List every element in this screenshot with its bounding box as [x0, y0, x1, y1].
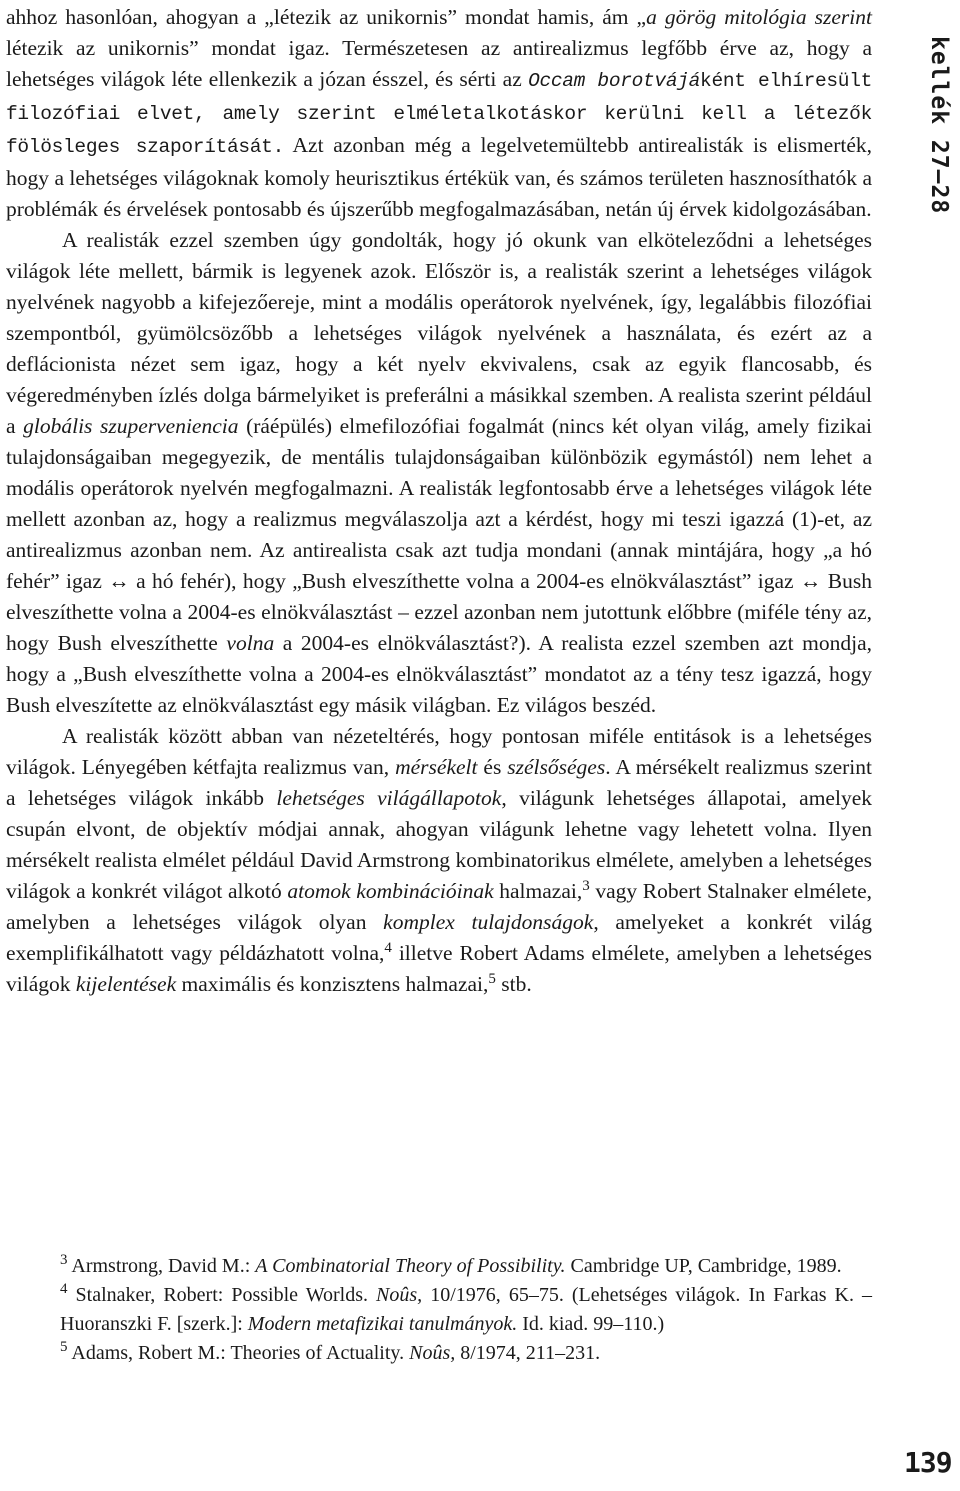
text-run: Id. kiad. 99–110.) [517, 1313, 665, 1335]
text-run: létezik az unikornis” mondat igaz. Természetesen az antirealizmus legfőbb érve az, hogy a lehetséges világok léte ellenkezik a józan ésszel, és sérti az [6, 36, 872, 91]
text-run: stb. [495, 972, 532, 996]
text-run: 10/1976, 65–75. (Lehetséges világok. In Farkas K. – Huoranszki F. [szerk.]: [60, 1284, 873, 1335]
text-run: A realisták között abban van nézeteltérés, hogy pontosan miféle entitások is a lehetséges világok. Lényegében kétfajta realizmus van, [6, 724, 872, 779]
text-run: a 2004-es elnökválasztást?). A realista ezzel szemben azt mondja, hogy a „Bush elveszíthette volna a 2004-es elnökválasztást” mondatot az a tény tesz igazzá, hogy Bush elveszítette az elnökválasztást egy másik világban. Ez világos beszéd. [6, 631, 873, 717]
footnote [60, 1252, 872, 1281]
footnote-ref: 5 [488, 970, 496, 987]
footnote-number: 5 [60, 1338, 68, 1355]
text-run: Stalnaker, Robert: Possible Worlds. [67, 1284, 377, 1306]
text-run: . A mérsékelt realizmus szerint a lehetséges világok inkább [6, 755, 872, 810]
footnote-number: 3 [60, 1251, 68, 1268]
text-run: és [477, 755, 508, 779]
body-text [6, 2, 872, 1000]
page-number: 139 [904, 1446, 952, 1479]
footnote [60, 1281, 872, 1339]
text-run: vagy Robert Stalnaker elmélete, amelyben a lehetséges világok olyan [6, 879, 872, 934]
italic-text: Noûs, [409, 1342, 456, 1364]
italic-text: atomok kombinációinak [287, 879, 494, 903]
footnote [60, 1339, 872, 1368]
italic-text: szélsőséges [507, 755, 606, 779]
text-run: ahhoz hasonlóan, ahogyan a „létezik az unikornis” mondat hamis, ám „ [6, 5, 647, 29]
text-run: (ráépülés) elmefilozófiai fogalmát (nincs két olyan világ, amely fizikai tulajdonságaiban megegyezik, de mentális tulajdonságaiban különbözik egymástól) nem lehet a modális operátorok nyelvén megfogalmazni. A realisták legfontosabb érve a lehetséges világok léte mellett azonban az, hogy a realizmus megválaszolja azt a kérdést, hogy mi teszi igazzá (1)-et, az antirealizmus azonban nem. Az antirealista csak azt tudja mondani (annak mintájára, hogy „a hó fehér” igaz ↔ a hó fehér), hogy „Bush elveszíthette volna a 2004-es elnökválasztást” igaz ↔ Bush elveszíthette volna a 2004-es elnökválasztást – ezzel azonban nem jutottunk előbbre (miféle tény az, hogy Bush elveszíthette [6, 414, 872, 655]
italic-text: lehetséges világállapotok [276, 786, 502, 810]
text-run: A realisták ezzel szemben úgy gondolták, hogy jó okunk van elköteleződni a lehetséges világok léte mellett, bármik is legyenek azok. Először is, a realisták szerint a lehetséges világok nyelvének nagyobb a kifejezőereje, mint a modális operátorok nyelvének, így, legalábbis filozófiai szempontból, gyümölcsözőbb a lehetséges világok nyelvének a használata, és ezért az a deflácionista nézet sem igaz, hogy a két nyelv ekvivalens, csak az egyik flancosabb, és végeredményben ízlés dolga bármelyiket is preferálni a másikkal szemben. A realista szerint például a [6, 228, 872, 438]
text-run: ként elhíresült filozófiai elvet, amely szerint elméletalkotáskor kerülni kell a létezők fölösleges szaporítását. [6, 70, 873, 158]
paragraph [6, 2, 872, 225]
text-run: Cambridge UP, Cambridge, 1989. [565, 1255, 842, 1277]
italic-text: kijelentések [75, 972, 177, 996]
italic-text: Noûs, [376, 1284, 423, 1306]
text-run: , világunk lehetséges állapotai, amelyek csupán elvont, de objektív módjai annak, ahogyan világunk lehetne vagy lehetett volna. Ilyen mérsékelt realista elmélet például David Armstrong kombinatorikus elmélete, amelyben a lehetséges világok a konkrét világot alkotó [6, 786, 872, 903]
italic-text: A Combinatorial Theory of Possibility. [255, 1255, 566, 1277]
text-run: Adams, Robert M.: Theories of Actuality. [67, 1342, 410, 1364]
italic-text: Modern metafizikai tanulmányok. [247, 1313, 518, 1335]
text-run: 8/1974, 211–231. [455, 1342, 601, 1364]
italic-text: globális szupervenienciа [23, 414, 239, 438]
text-run: maximális és konzisztens halmazai, [176, 972, 489, 996]
italic-text: a görög mitológia szerint [646, 5, 872, 29]
text-run: Armstrong, David M.: [67, 1255, 256, 1277]
text-run: illetve Robert Adams elmélete, amelyben a lehetséges világok [6, 941, 872, 996]
text-run: , amelyeket a konkrét világ exemplifikálhatott vagy példázhatott volna, [6, 910, 872, 965]
italic-text: Occam borotvájá [528, 70, 701, 92]
running-head: kellék 27–28 [926, 36, 952, 215]
text-run: halmazai, [493, 879, 583, 903]
footnote-ref: 4 [384, 939, 392, 956]
italic-text: mérsékelt [395, 755, 478, 779]
italic-text: komplex tulajdonságok [383, 910, 594, 934]
italic-text: volna [226, 631, 275, 655]
footnotes [60, 1252, 872, 1368]
paragraph [6, 721, 872, 1000]
paragraph [6, 225, 872, 721]
footnote-number: 4 [60, 1280, 68, 1297]
text-run: Azt azonban még a legelvetemültebb antirealisták is elismerték, hogy a lehetséges világoknak komoly heurisztikus értékük van, és számos területen hasznosíthatók a problémák és érvelések pontosabb és újszerűbb megfogalmazásában, netán új érvek kidolgozásában. [6, 133, 872, 221]
footnote-ref: 3 [582, 877, 590, 894]
